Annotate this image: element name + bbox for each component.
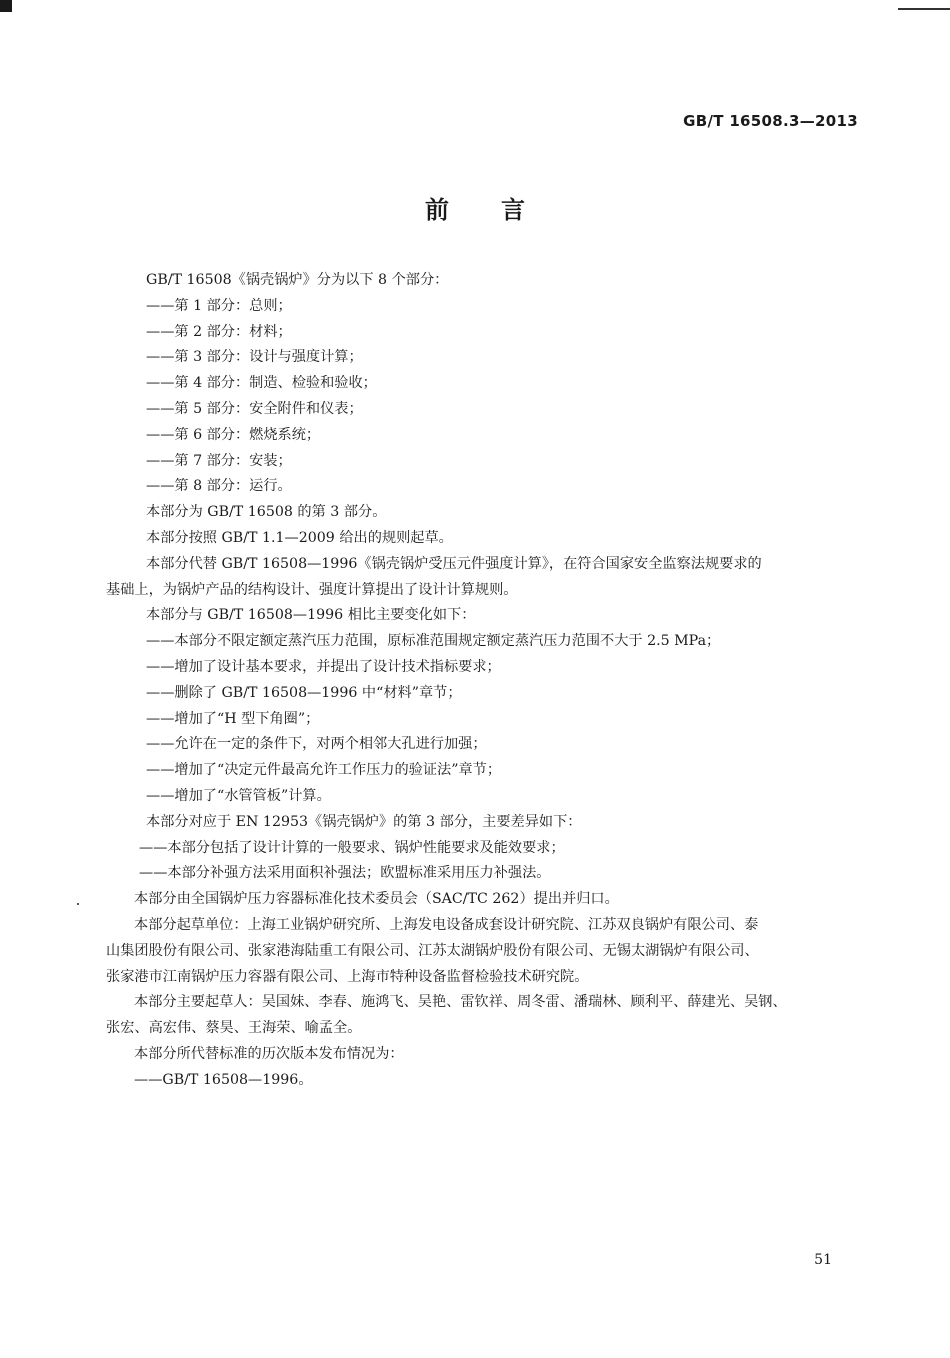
paragraph-line: ——第 2 部分：材料； bbox=[146, 323, 292, 340]
paragraph-line: GB/T 16508《锅壳锅炉》分为以下 8 个部分： bbox=[146, 272, 449, 288]
paragraph-line: ——第 6 部分：燃烧系统； bbox=[146, 426, 321, 443]
paragraph-line: 本部分所代替标准的历次版本发布情况为： bbox=[134, 1045, 404, 1062]
paragraph-line: ——允许在一定的条件下，对两个相邻大孔进行加强； bbox=[146, 736, 487, 753]
paragraph-line: ——本部分包括了设计计算的一般要求、锅炉性能要求及能效要求； bbox=[139, 839, 565, 856]
paragraph-line: ——本部分补强方法采用面积补强法；欧盟标准采用压力补强法。 bbox=[139, 865, 551, 882]
paragraph-line: 本部分与 GB/T 16508—1996 相比主要变化如下： bbox=[146, 607, 476, 624]
paragraph-line: ——第 8 部分：运行。 bbox=[146, 478, 292, 495]
paragraph-line: ——增加了“水管管板”计算。 bbox=[146, 787, 331, 804]
scan-edge-mark bbox=[898, 8, 950, 10]
paragraph-line: ——增加了设计基本要求，并提出了设计技术指标要求； bbox=[146, 658, 501, 675]
paragraph-line: ——增加了“H 型下角圈”； bbox=[146, 710, 320, 727]
paragraph-line: 本部分主要起草人：吴国妹、李春、施鸿飞、吴艳、雷钦祥、周冬雷、潘瑞林、顾利平、薛建光、吴钢、 bbox=[134, 994, 787, 1011]
page-number: 51 bbox=[814, 1252, 832, 1268]
paragraph-line: ——GB/T 16508—1996。 bbox=[134, 1071, 313, 1088]
paragraph-line: 本部分代替 GB/T 16508—1996《锅壳锅炉受压元件强度计算》，在符合国家安全监察法规要求的 bbox=[146, 555, 762, 572]
paragraph-line: ——增加了“决定元件最高允许工作压力的验证法”章节； bbox=[146, 762, 502, 779]
scan-corner-mark bbox=[0, 0, 12, 12]
page-title: 前言 bbox=[425, 196, 577, 224]
paragraph-line: 本部分按照 GB/T 1.1—2009 给出的规则起草。 bbox=[146, 529, 453, 546]
paragraph-line: 山集团股份有限公司、张家港海陆重工有限公司、江苏太湖锅炉股份有限公司、无锡太湖锅炉有限公司、 bbox=[106, 942, 759, 959]
paragraph-line: ——本部分不限定额定蒸汽压力范围，原标准范围规定额定蒸汽压力范围不大于 2.5 MPa； bbox=[146, 633, 721, 650]
paragraph-line: 本部分对应于 EN 12953《锅壳锅炉》的第 3 部分，主要差异如下： bbox=[146, 813, 582, 830]
scan-speck bbox=[77, 903, 79, 905]
paragraph-line: ——第 7 部分：安装； bbox=[146, 452, 292, 469]
paragraph-line: ——第 4 部分：制造、检验和验收； bbox=[146, 375, 377, 392]
paragraph-line: 本部分起草单位：上海工业锅炉研究所、上海发电设备成套设计研究院、江苏双良锅炉有限公司、泰 bbox=[134, 916, 759, 933]
paragraph-line: ——第 5 部分：安全附件和仪表； bbox=[146, 400, 363, 417]
standard-code: GB/T 16508.3—2013 bbox=[683, 112, 858, 130]
paragraph-line: 本部分由全国锅炉压力容器标准化技术委员会（SAC/TC 262）提出并归口。 bbox=[134, 891, 619, 908]
paragraph-line: 本部分为 GB/T 16508 的第 3 部分。 bbox=[146, 504, 387, 521]
paragraph-line: 张家港市江南锅炉压力容器有限公司、上海市特种设备监督检验技术研究院。 bbox=[106, 968, 589, 985]
paragraph-line: ——第 1 部分：总则； bbox=[146, 297, 292, 314]
paragraph-line: ——删除了 GB/T 16508—1996 中“材料”章节； bbox=[146, 684, 462, 701]
paragraph-line: ——第 3 部分：设计与强度计算； bbox=[146, 349, 363, 366]
foreword-body bbox=[106, 268, 856, 1094]
paragraph-line: 基础上，为锅炉产品的结构设计、强度计算提出了设计计算规则。 bbox=[106, 581, 518, 598]
paragraph-line: 张宏、高宏伟、蔡昊、王海荣、喻孟全。 bbox=[106, 1020, 362, 1037]
